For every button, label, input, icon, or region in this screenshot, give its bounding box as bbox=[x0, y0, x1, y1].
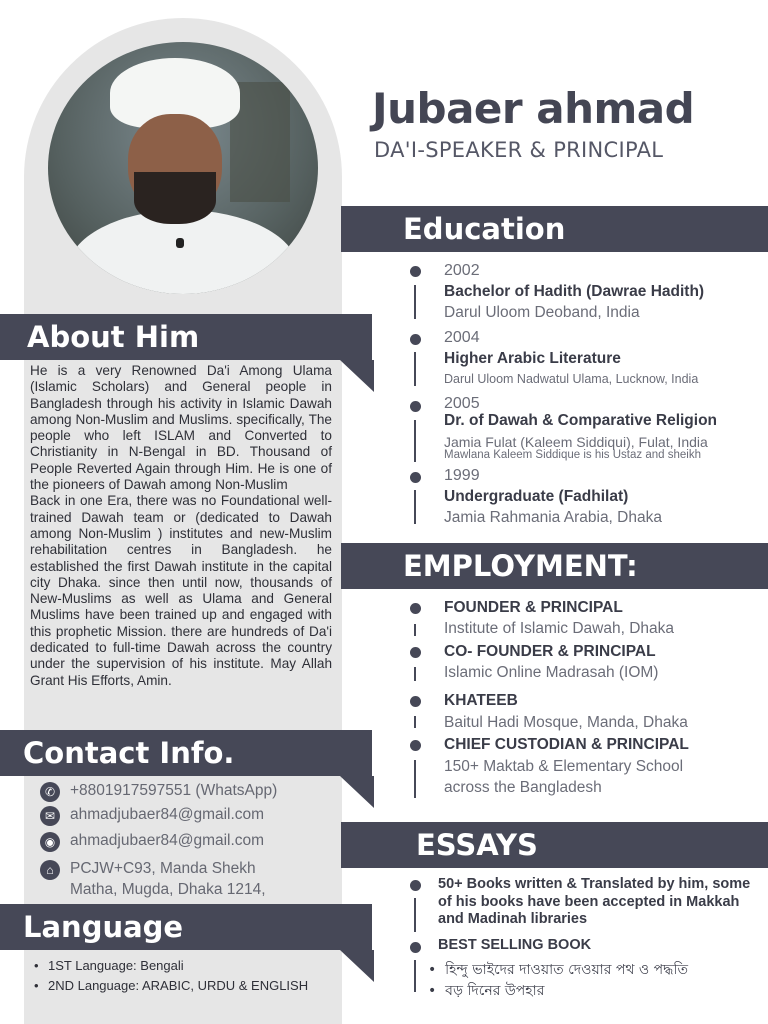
employment-heading: EMPLOYMENT: bbox=[403, 549, 638, 583]
contact-address-line2: Matha, Mugda, Dhaka 1214, bbox=[70, 881, 266, 898]
mail-icon: ✉ bbox=[40, 806, 60, 826]
person-name: Jubaer ahmad bbox=[372, 84, 695, 133]
about-paragraph-1: He is a very Renowned Da'i Among Ulama (Islamic Scholars) and General people in Bangladesh through his activity in Islamic Dawah among Non-Muslim and Muslims. specifically, The people who left ISLAM and Converted to Christianity in N-Bengal in BD. Thousand of People Reverted Again through Him. He is one of the pioneers of Dawah among Non-Muslim bbox=[30, 363, 332, 493]
timeline-line bbox=[414, 960, 416, 992]
essay-summary: 50+ Books written & Translated by him, some of his books have been accepted in Makkah and Madinah libraries bbox=[438, 876, 751, 927]
photo-mic bbox=[176, 238, 184, 248]
education-year: 2005 bbox=[444, 395, 480, 412]
essays-heading-bar bbox=[341, 822, 768, 868]
book-item: • হিন্দু ভাইদের দাওয়াত দেওয়ার পথ ও পদ্ধতি bbox=[428, 962, 688, 978]
globe-icon: ◉ bbox=[40, 832, 60, 852]
timeline-dot bbox=[410, 880, 421, 891]
employment-place: 150+ Maktab & Elementary School bbox=[444, 758, 684, 775]
timeline-line bbox=[414, 667, 416, 681]
education-heading-bar bbox=[341, 206, 768, 252]
contact-heading-bar bbox=[0, 730, 372, 776]
contact-email[interactable]: ahmadjubaer84@gmail.com bbox=[70, 806, 265, 823]
education-note: Mawlana Kaleem Siddique is his Ustaz and sheikh bbox=[444, 449, 701, 461]
education-title: Undergraduate (Fadhilat) bbox=[444, 488, 629, 505]
education-title: Higher Arabic Literature bbox=[444, 350, 621, 367]
timeline-line bbox=[414, 420, 416, 462]
essays-heading: ESSAYS bbox=[416, 828, 538, 862]
timeline-dot bbox=[410, 401, 421, 412]
book-title: হিন্দু ভাইদের দাওয়াত দেওয়ার পথ ও পদ্ধতি bbox=[445, 962, 688, 978]
education-title: Dr. of Dawah & Comparative Religion bbox=[444, 412, 718, 429]
language-heading-bar bbox=[0, 904, 372, 950]
employment-heading-bar bbox=[341, 543, 768, 589]
employment-title: KHATEEB bbox=[444, 692, 518, 709]
profile-photo bbox=[48, 42, 318, 294]
contact-web[interactable]: ahmadjubaer84@gmail.com bbox=[70, 832, 265, 849]
education-year: 1999 bbox=[444, 467, 480, 484]
about-text bbox=[30, 363, 332, 689]
phone-icon: ✆ bbox=[40, 782, 60, 802]
employment-title: CO- FOUNDER & PRINCIPAL bbox=[444, 643, 656, 660]
timeline-line bbox=[414, 760, 416, 798]
timeline-line bbox=[414, 285, 416, 319]
education-title: Bachelor of Hadith (Dawrae Hadith) bbox=[444, 283, 705, 300]
book-item: • বড় দিনের উপহার bbox=[428, 983, 545, 999]
best-selling-label: BEST SELLING BOOK bbox=[438, 937, 592, 953]
timeline-dot bbox=[410, 696, 421, 707]
education-heading: Education bbox=[403, 212, 566, 246]
timeline-line bbox=[414, 624, 416, 636]
language-list bbox=[30, 956, 308, 996]
education-institution: Jamia Fulat (Kaleem Siddiqui), Fulat, India bbox=[444, 434, 708, 450]
education-institution: Darul Uloom Deoband, India bbox=[444, 304, 640, 321]
timeline-line bbox=[414, 352, 416, 386]
timeline-line bbox=[414, 716, 416, 728]
education-year: 2002 bbox=[444, 262, 480, 279]
about-heading-fold bbox=[340, 360, 374, 392]
about-heading: About Him bbox=[27, 320, 200, 354]
timeline-dot bbox=[410, 647, 421, 658]
education-year: 2004 bbox=[444, 329, 480, 346]
timeline-line bbox=[414, 490, 416, 524]
contact-heading-fold bbox=[340, 776, 374, 808]
employment-place: Baitul Hadi Mosque, Manda, Dhaka bbox=[444, 714, 688, 731]
person-title: DA'I-SPEAKER & PRINCIPAL bbox=[374, 138, 664, 162]
about-heading-bar bbox=[0, 314, 372, 360]
timeline-dot bbox=[410, 472, 421, 483]
timeline-dot bbox=[410, 334, 421, 345]
employment-place: across the Bangladesh bbox=[444, 779, 602, 796]
book-title: বড় দিনের উপহার bbox=[445, 983, 545, 999]
timeline-dot bbox=[410, 266, 421, 277]
language-heading-fold bbox=[340, 950, 374, 982]
contact-heading: Contact Info. bbox=[23, 736, 235, 770]
employment-title: CHIEF CUSTODIAN & PRINCIPAL bbox=[444, 736, 689, 753]
home-icon: ⌂ bbox=[40, 860, 60, 880]
employment-place: Islamic Online Madrasah (IOM) bbox=[444, 664, 659, 681]
education-institution: Jamia Rahmania Arabia, Dhaka bbox=[444, 509, 662, 526]
employment-title: FOUNDER & PRINCIPAL bbox=[444, 599, 623, 616]
contact-phone[interactable]: +8801917597551 (WhatsApp) bbox=[70, 782, 278, 799]
contact-address-line1: PCJW+C93, Manda Shekh bbox=[70, 860, 256, 877]
timeline-dot bbox=[410, 603, 421, 614]
timeline-line bbox=[414, 898, 416, 932]
language-heading: Language bbox=[23, 910, 184, 944]
about-paragraph-2: Back in one Era, there was no Foundational well-trained Dawah team or (dedicated to Dawah among Non-Muslim ) institutes and new-Muslim rehabilitation centres in Bangladesh. he established the first Dawah institute in the capital city Dhaka. since then until now, thousands of New-Muslims as well as Ulama and General Muslims have been trained up and engaged with this prophetic Mission. there are hundreds of Da'i dedicated to full-time Dawah across the country under the supervision of his institute. May Allah Grant His Efforts, Amin. bbox=[30, 493, 332, 688]
language-item: • 1ST Language: Bengali bbox=[30, 956, 308, 976]
employment-place: Institute of Islamic Dawah, Dhaka bbox=[444, 620, 675, 637]
timeline-dot bbox=[410, 740, 421, 751]
photo-beard bbox=[134, 172, 216, 224]
education-institution: Darul Uloom Nadwatul Ulama, Lucknow, India bbox=[444, 372, 699, 386]
language-item: • 2ND Language: ARABIC, URDU & ENGLISH bbox=[30, 976, 308, 996]
timeline-dot bbox=[410, 942, 421, 953]
